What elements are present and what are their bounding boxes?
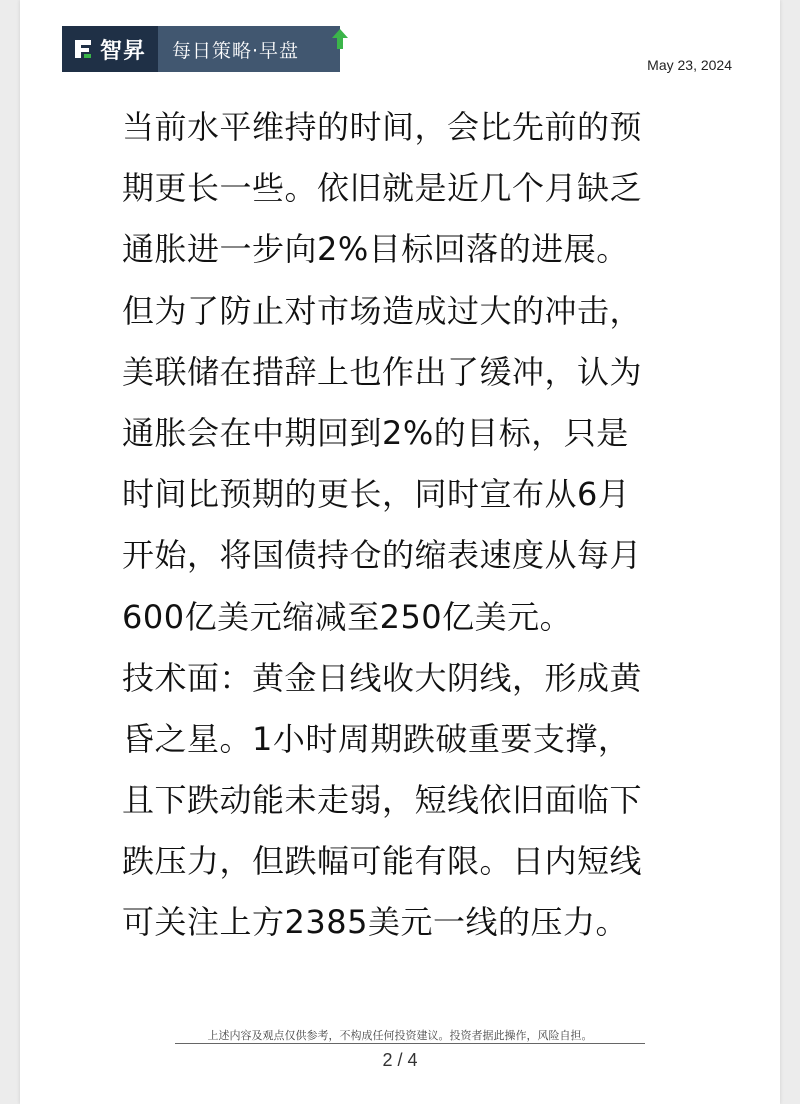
slogan-block	[158, 26, 340, 72]
text-line: 跌压力，但跌幅可能有限。日内短线	[122, 842, 643, 881]
brand-block	[62, 26, 158, 72]
text-line: 可关注上方2385美元一线的压力。	[122, 903, 628, 942]
text-line: 当前水平维持的时间，会比先前的预	[122, 108, 643, 146]
text-line: 时间比预期的更长，同时宣布从6月	[122, 475, 631, 514]
up-arrow-icon	[330, 28, 350, 50]
text-line: 通胀会在中期回到2%的目标，只是	[122, 413, 629, 452]
footer-divider	[175, 1043, 645, 1044]
report-date: May 23, 2024	[647, 57, 732, 73]
text-line: 且下跌动能未走弱，短线依旧面临下	[122, 781, 643, 820]
header-banner	[62, 26, 347, 72]
text-line: 开始，将国债持仓的缩表速度从每月	[122, 536, 643, 575]
brand-name: 智昇	[100, 38, 147, 64]
document-page	[20, 0, 780, 1104]
text-line: 昏之星。1小时周期跌破重要支撑，	[122, 719, 631, 758]
text-line: 但为了防止对市场造成过大的冲击，	[122, 291, 643, 330]
page-number: 2 / 4	[382, 1050, 418, 1070]
text-line: 期更长一些。依旧就是近几个月缺乏	[122, 169, 643, 208]
slogan: 每日策略·早盘	[172, 39, 300, 62]
text-line: 技术面：黄金日线收大阴线，形成黄	[122, 658, 643, 697]
text-line: 美联储在措辞上也作出了缓冲，认为	[122, 352, 643, 391]
disclaimer: 上述内容及观点仅供参考，不构成任何投资建议。投资者据此操作，风险自担。	[207, 1029, 593, 1042]
text-line: 600亿美元缩减至250亿美元。	[122, 597, 573, 636]
text-line: 通胀进一步向2%目标回落的进展。	[122, 230, 629, 269]
logo-icon	[72, 38, 94, 60]
article-body	[122, 97, 712, 954]
